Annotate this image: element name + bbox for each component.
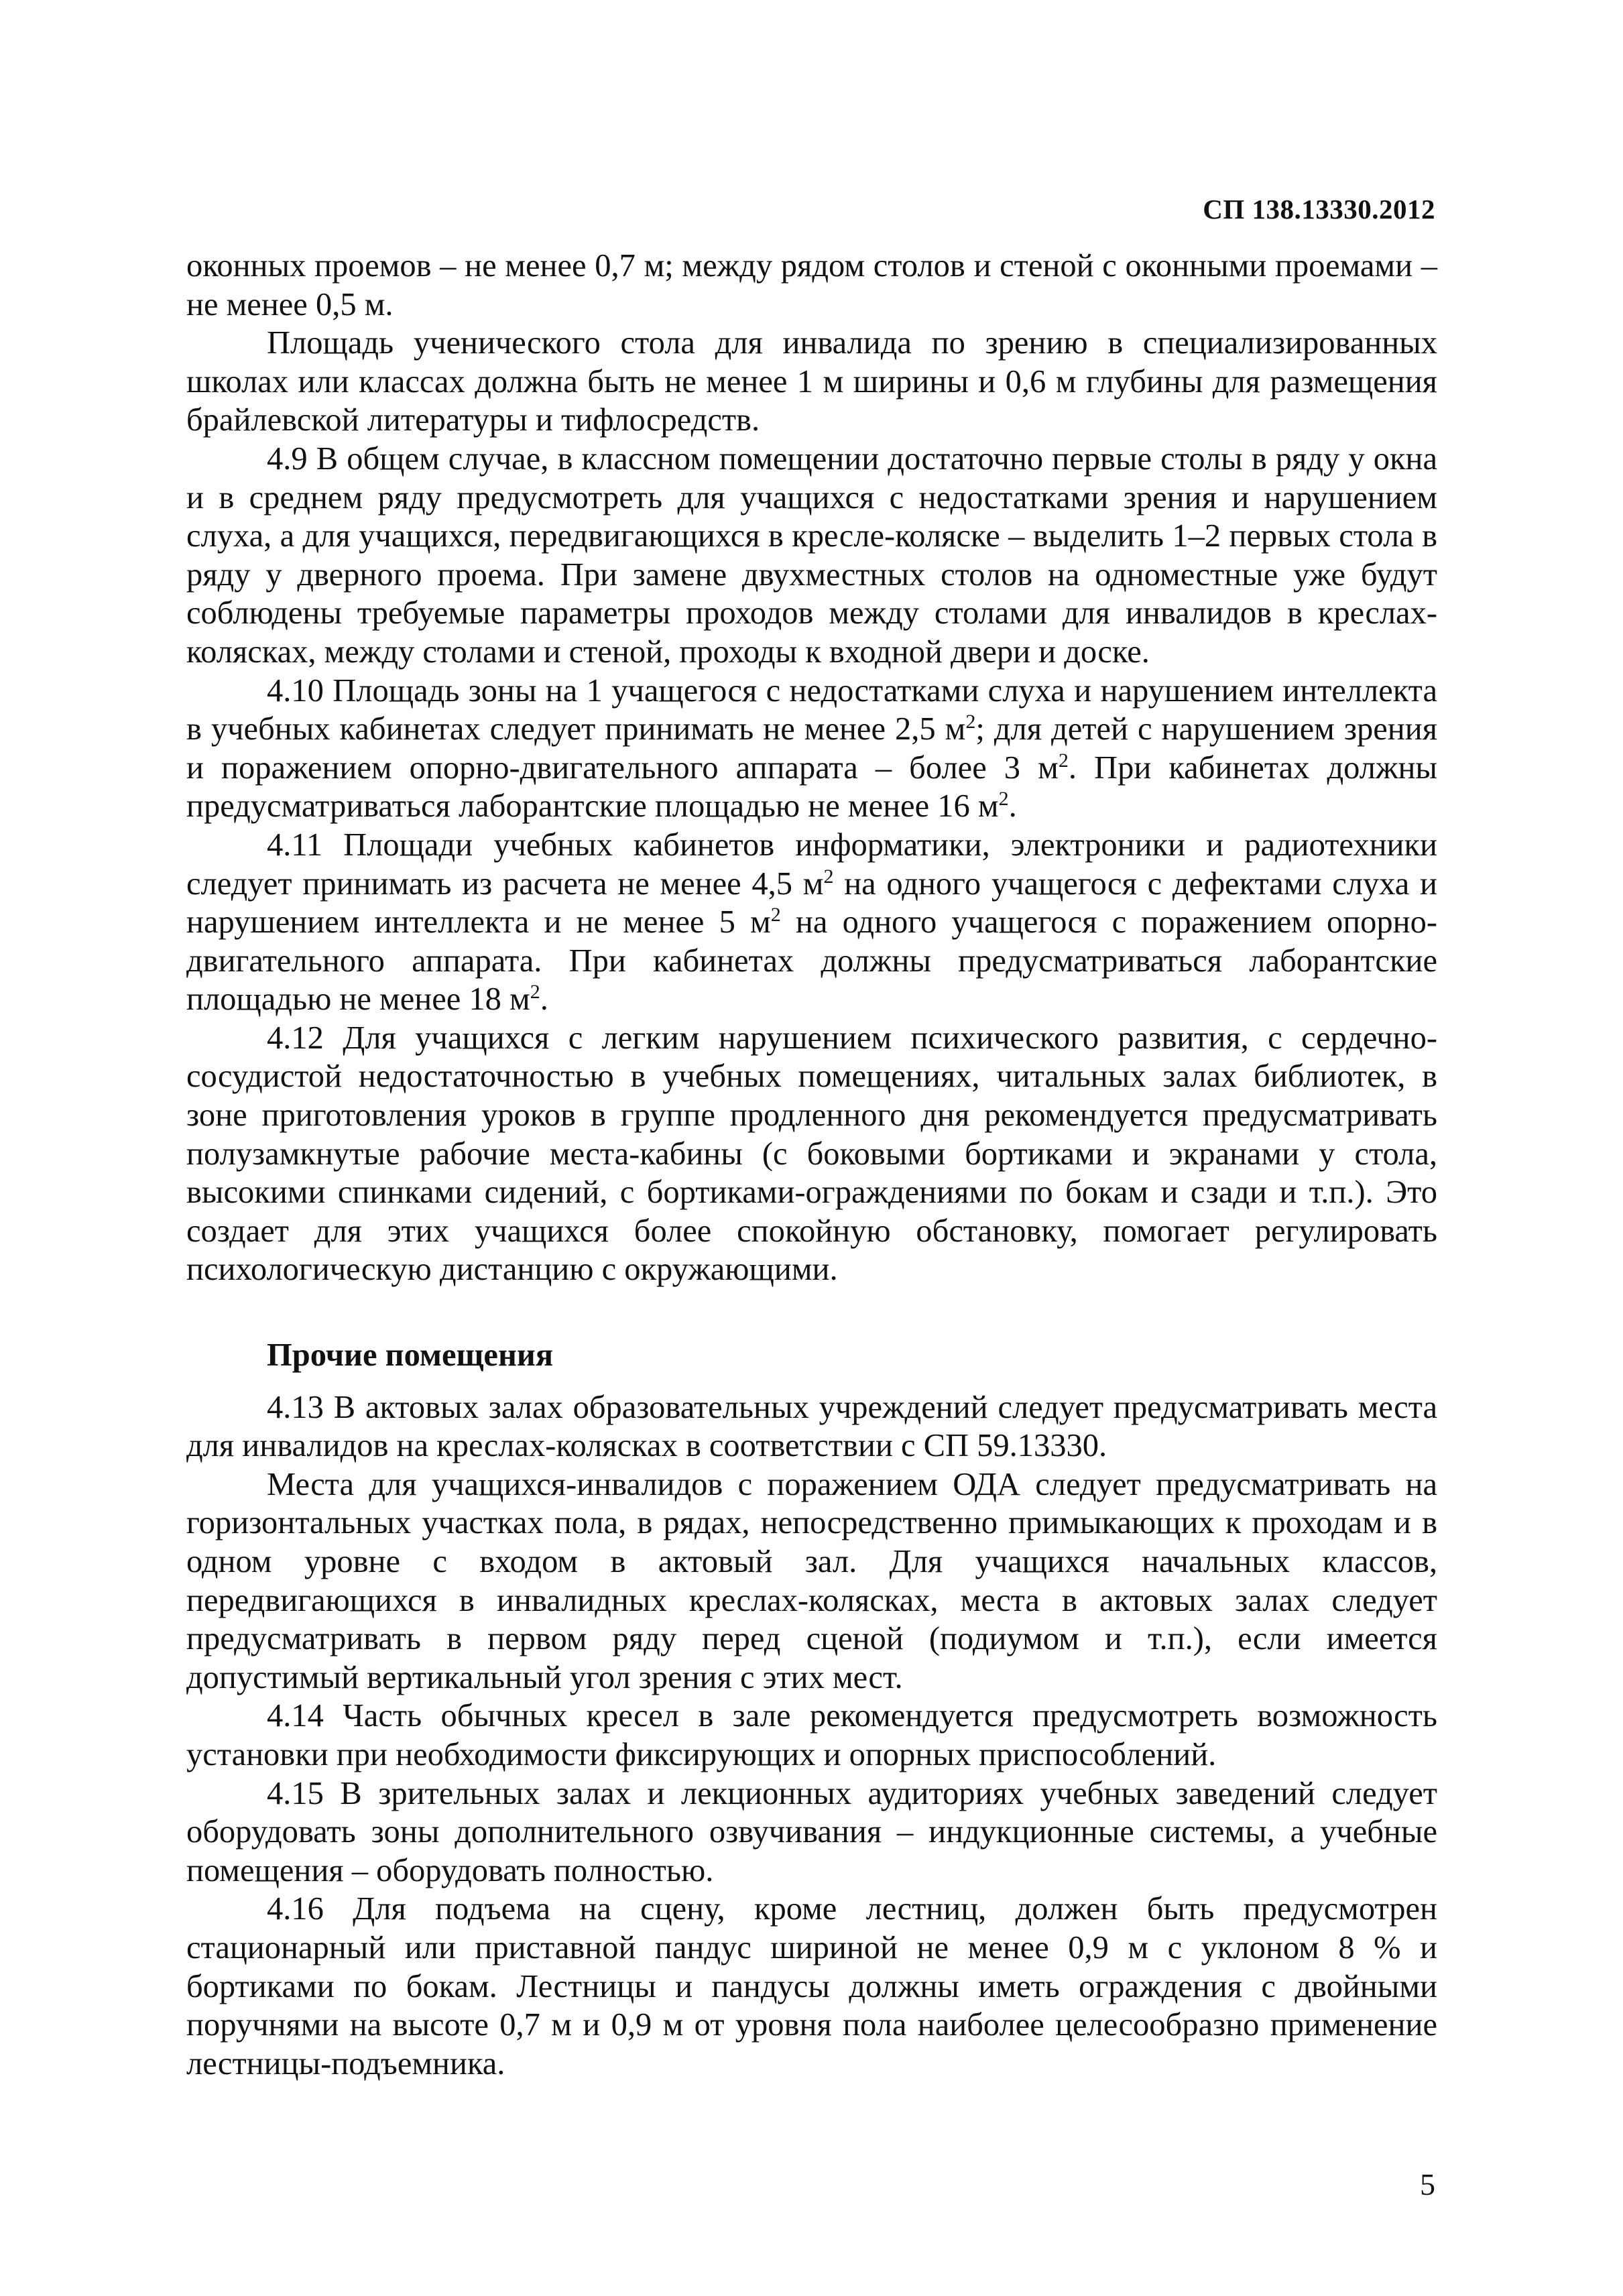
paragraph-4-11 — [186, 826, 1437, 1019]
paragraph: 4.16 Для подъема на сцену, кроме лестниц, должен быть предусмотрен стационарный или приставной пандус шириной не менее 0,9 м с уклоном 8 % и бортиками по бокам. Лестницы и пандусы должны иметь ограждения с двойными поручнями на высоте 0,7 м и 0,9 м от уровня пола наиболее целесообразно применение лестницы-подъемника. — [186, 1891, 1437, 2081]
superscript: 2 — [998, 787, 1009, 810]
document-body — [186, 247, 1437, 2083]
paragraph: 4.15 В зрительных залах и лекционных аудиториях учебных заведений следует оборудовать зоны дополнительного озвучивания – индукционные системы, а учебные помещения – оборудовать полностью. — [186, 1775, 1437, 1888]
text-fragment: ; для детей с нарушением зрения и поражением опорно-двигательного аппарата – более 3 м — [186, 711, 1437, 786]
superscript: 2 — [1058, 748, 1069, 772]
document-code: СП 138.13330.2012 — [1203, 194, 1435, 225]
superscript: 2 — [770, 902, 781, 926]
superscript: 2 — [823, 864, 834, 888]
text-fragment: на одного учащегося с дефектами слуха и нарушением интеллекта и не менее 5 м — [186, 865, 1437, 941]
superscript: 2 — [965, 709, 976, 733]
paragraph: оконных проемов – не менее 0,7 м; между рядом столов и стеной с оконными проемами – не менее 0,5 м. — [186, 248, 1437, 322]
paragraph: 4.14 Часть обычных кресел в зале рекомендуется предусмотреть возможность установки при необходимости фиксирующих и опорных приспособлений. — [186, 1698, 1437, 1772]
paragraph: 4.9 В общем случае, в классном помещении достаточно первые столы в ряду у окна и в среднем ряду предусмотреть для учащихся с недостатками зрения и нарушением слуха, а для учащихся, передвигающихся в кресле-коляске – выделить 1–2 первых стола в ряду у дверного проема. При замене двухместных столов на одноместные уже будут соблюдены требуемые параметры проходов между столами для инвалидов в креслах-колясках, между столами и стеной, проходы к входной двери и доске. — [186, 440, 1437, 670]
paragraph: Площадь ученического стола для инвалида по зрению в специализированных школах или классах должна быть не менее 1 м ширины и 0,6 м глубины для размещения брайлевской литературы и тифлосредств. — [186, 325, 1437, 438]
text-fragment: . — [540, 981, 548, 1018]
paragraph-4-10 — [186, 672, 1437, 826]
text-fragment: на одного учащегося с поражением опорно-двигательного аппарата. При кабинетах должны предусматриваться лаборантские площадью не менее 18 м — [186, 904, 1438, 1018]
section-heading: Прочие помещения — [267, 1337, 554, 1374]
paragraph: 4.12 Для учащихся с легким нарушением психического развития, с сердечно-сосудистой недостаточностью в учебных помещениях, читальных залах библиотек, в зоне приготовления уроков в группе продленного дня рекомендуется предусматривать полузамкнутые рабочие места-кабины (с боковыми бортиками и экранами у стола, высокими спинками сидений, с бортиками-ограждениями по бокам и сзади и т.п.). Это создает для этих учащихся более спокойную обстановку, помогает регулировать психологическую дистанцию с окружающими. — [186, 1020, 1437, 1288]
superscript: 2 — [530, 980, 540, 1004]
paragraph: Места для учащихся-инвалидов с поражением ОДА следует предусматривать на горизонтальных участках пола, в рядах, непосредственно примыкающих к проходам и в одном уровне с входом в актовый зал. Для учащихся начальных классов, передвигающихся в инвалидных креслах-колясках, места в актовых залах следует предусматривать в первом ряду перед сценой (подиумом и т.п.), если имеется допустимый вертикальный угол зрения с этих мест. — [186, 1466, 1437, 1695]
text-fragment: . — [1008, 788, 1017, 825]
text-fragment: 4.11 Площади учебных кабинетов информатики, электроники и радиотехники следует принимать из расчета не менее 4,5 м — [186, 827, 1437, 902]
paragraph: 4.13 В актовых залах образовательных учреждений следует предусматривать места для инвалидов на креслах-колясках в соответствии с СП 59.13330. — [186, 1389, 1437, 1464]
text-fragment: . При кабинетах должны предусматриваться лаборантские площадью не менее 16 м — [186, 749, 1437, 825]
page-number: 5 — [1420, 2167, 1435, 2201]
text-fragment: 4.10 Площадь зоны на 1 учащегося с недостатками слуха и нарушением интеллекта в учебных кабинетах следует принимать не менее 2,5 м — [186, 672, 1437, 747]
